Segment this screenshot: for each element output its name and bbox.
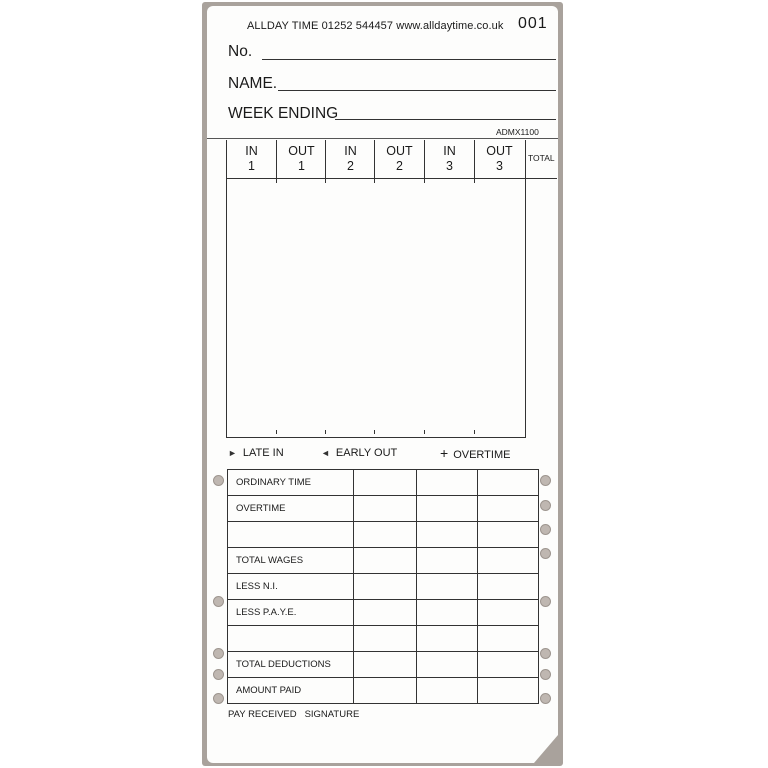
col-head-bottom: 3 [446,159,453,173]
wage-cell[interactable] [478,496,539,522]
wage-row-label: TOTAL WAGES [228,548,354,574]
sprocket-hole [540,648,551,659]
wage-row-label [228,522,354,548]
wage-cell[interactable] [417,600,478,626]
legend-overtime [440,445,510,461]
signature-label: SIGNATURE [304,709,360,720]
name-field-line[interactable] [278,90,556,91]
sprocket-hole [213,693,224,704]
legend-overtime-label: OVERTIME [453,449,511,461]
col-head-out-2 [375,144,424,174]
wage-row [228,600,539,626]
wage-cell[interactable] [354,522,417,548]
col-head-out-3 [475,144,524,174]
wage-cell[interactable] [354,678,417,704]
grid-tick [474,430,475,434]
wage-cell[interactable] [478,548,539,574]
legend-late-in-label: LATE IN [242,447,284,459]
wage-row [228,522,539,548]
sprocket-hole [213,648,224,659]
col-head-top: IN [443,144,456,158]
wage-row-label: OVERTIME [228,496,354,522]
wage-cell[interactable] [354,652,417,678]
company-header: ALLDAY TIME 01252 544457 www.alldaytime.co.uk [247,20,504,32]
wage-row-label: ORDINARY TIME [228,470,354,496]
wage-cell[interactable] [354,600,417,626]
sprocket-hole [213,669,224,680]
wage-cell[interactable] [354,496,417,522]
form-code: ADMX1100 [496,127,539,137]
wage-row-label: TOTAL DEDUCTIONS [228,652,354,678]
pay-received-label: PAY RECEIVED [228,709,297,720]
col-head-top: IN [245,144,258,158]
wage-row-label: AMOUNT PAID [228,678,354,704]
wage-cell[interactable] [417,522,478,548]
number-field-line[interactable] [262,59,556,60]
week-ending-label: WEEK ENDING [228,105,339,122]
wage-row-label [228,626,354,652]
number-label: No. [228,43,253,60]
legend-late-in [228,447,284,459]
col-head-total: TOTAL [528,153,555,163]
wage-cell[interactable] [478,652,539,678]
wage-row [228,626,539,652]
sprocket-hole [540,500,551,511]
sprocket-hole [540,524,551,535]
col-head-in-2 [326,144,375,174]
name-label: NAME. [228,75,278,92]
wage-cell[interactable] [354,470,417,496]
wage-cell[interactable] [417,470,478,496]
wage-row-label: LESS N.I. [228,574,354,600]
wage-cell[interactable] [478,600,539,626]
wage-row [228,470,539,496]
col-head-bottom: 3 [496,159,503,173]
col-head-top: OUT [288,144,315,158]
wage-cell[interactable] [478,522,539,548]
time-grid [226,140,557,437]
wage-cell[interactable] [478,470,539,496]
week-ending-field-line[interactable] [335,119,556,120]
col-head-bottom: 2 [347,159,354,173]
wage-row [228,548,539,574]
wage-cell[interactable] [354,548,417,574]
legend-early-out-label: EARLY OUT [335,447,398,459]
sprocket-hole [540,669,551,680]
wage-cell[interactable] [417,496,478,522]
col-head-bottom: 1 [298,159,305,173]
left-triangle-icon: ◄ [321,448,330,458]
col-head-bottom: 1 [248,159,255,173]
col-head-top: OUT [386,144,413,158]
grid-border-bottom [226,437,526,438]
serial-number: 001 [518,15,548,32]
wage-cell[interactable] [417,548,478,574]
wage-cell[interactable] [478,678,539,704]
wage-cell[interactable] [417,626,478,652]
col-head-bottom: 2 [396,159,403,173]
footer [228,709,359,720]
wage-row [228,652,539,678]
sprocket-hole [540,548,551,559]
wage-cell[interactable] [354,626,417,652]
wage-row-label: LESS P.A.Y.E. [228,600,354,626]
wage-cell[interactable] [417,678,478,704]
wage-cell[interactable] [417,652,478,678]
sprocket-hole [540,475,551,486]
col-head-in-3 [425,144,474,174]
grid-tick [424,430,425,434]
wage-cell[interactable] [478,626,539,652]
grid-tick [276,430,277,434]
right-triangle-icon: ► [228,448,237,458]
col-head-in-1 [227,144,276,174]
wage-cell[interactable] [478,574,539,600]
grid-border-left [226,140,227,437]
corner-notch [534,735,558,763]
grid-tick [325,430,326,434]
sprocket-hole [213,596,224,607]
wages-table [227,469,539,704]
wage-row [228,574,539,600]
header-separator [207,138,558,139]
sprocket-hole [213,475,224,486]
sprocket-hole [540,596,551,607]
col-head-top: OUT [486,144,513,158]
col-head-top: IN [344,144,357,158]
legend-early-out [321,447,397,459]
wage-row [228,678,539,704]
wage-row [228,496,539,522]
sprocket-hole [540,693,551,704]
grid-tick [374,430,375,434]
wage-cell[interactable] [354,574,417,600]
grid-border-total [525,140,526,437]
wage-cell[interactable] [417,574,478,600]
col-head-out-1 [277,144,326,174]
plus-icon: + [440,445,449,461]
